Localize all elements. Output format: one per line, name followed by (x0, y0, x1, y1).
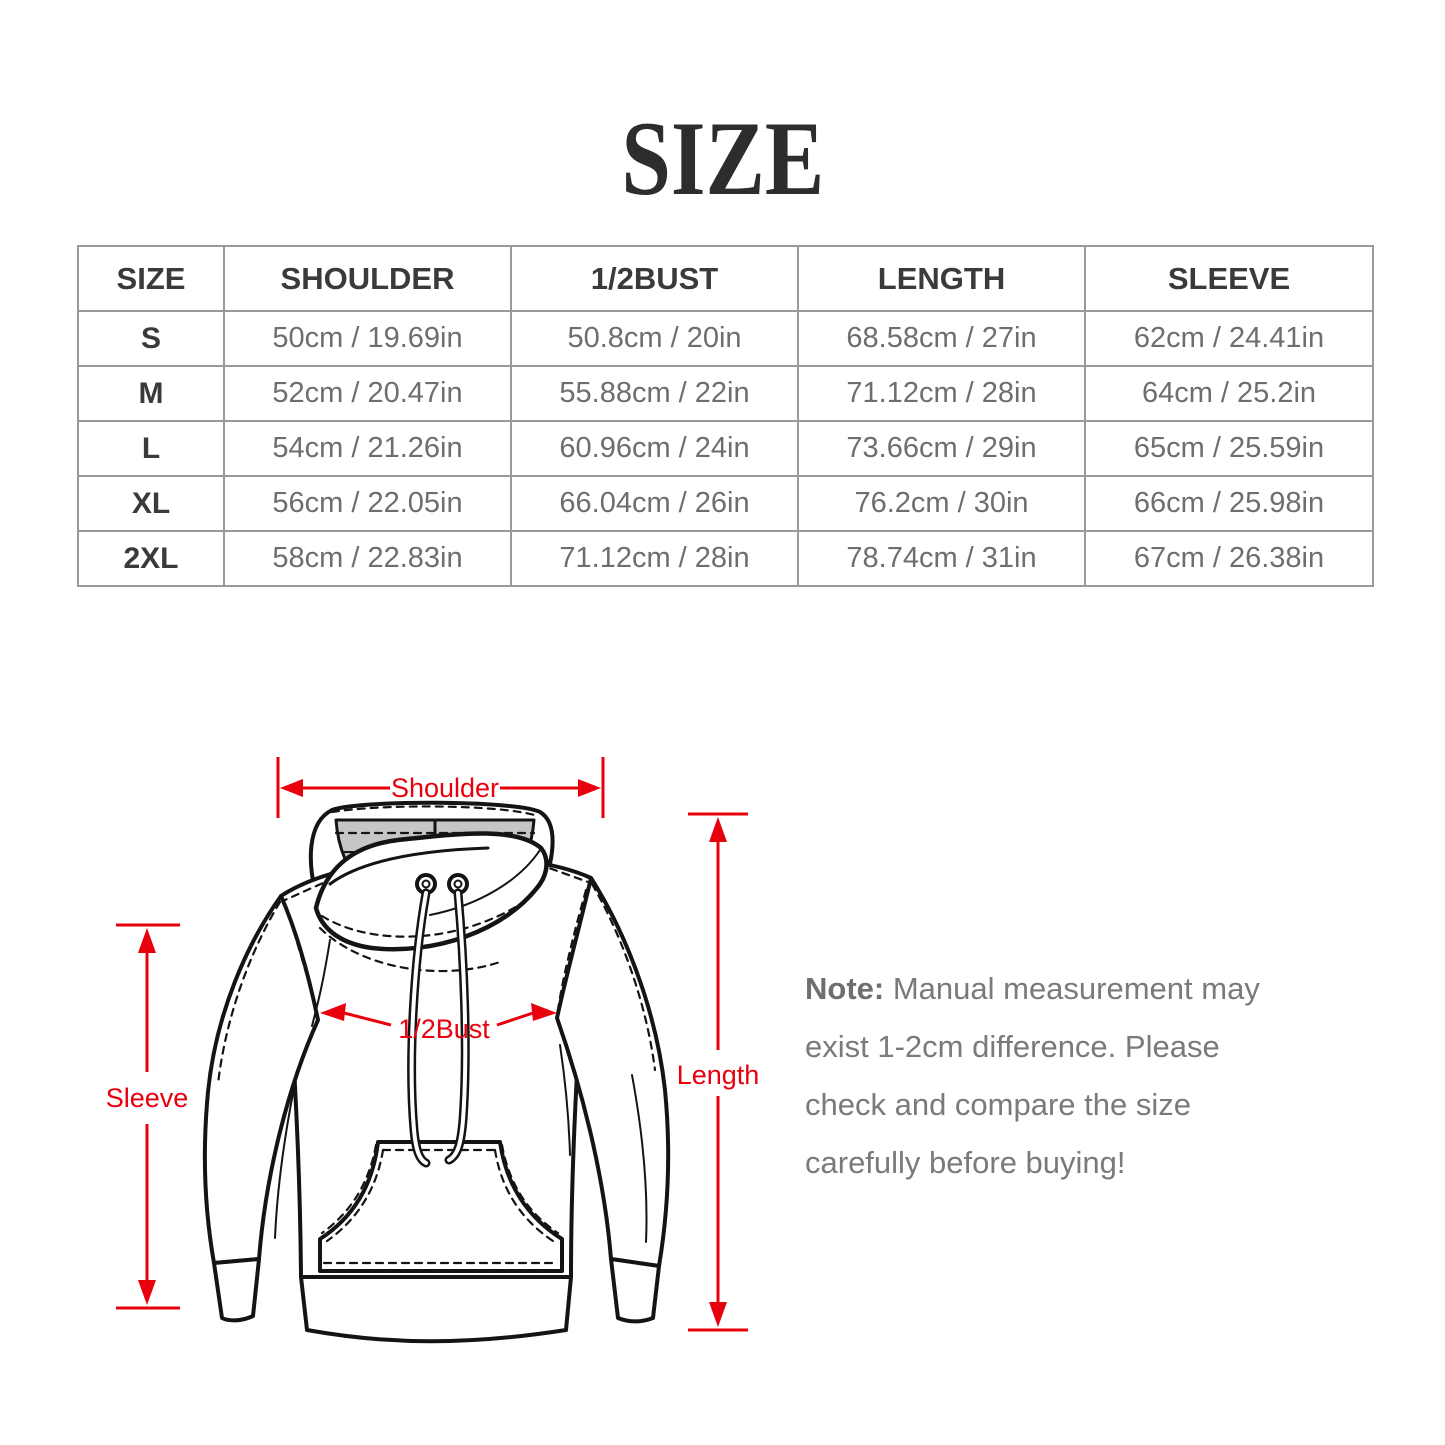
measure-cell: 67cm / 26.38in (1085, 531, 1373, 586)
measure-cell: 64cm / 25.2in (1085, 366, 1373, 421)
measure-cell: 50.8cm / 20in (511, 311, 798, 366)
measure-cell: 54cm / 21.26in (224, 421, 511, 476)
length-dimension (677, 814, 760, 1330)
sleeve-dimension (106, 925, 189, 1308)
measure-cell: 71.12cm / 28in (511, 531, 798, 586)
measure-cell: 66cm / 25.98in (1085, 476, 1373, 531)
size-table-header-row (78, 246, 1373, 311)
header-cell-bust: 1/2BUST (511, 246, 798, 311)
measure-cell: 68.58cm / 27in (798, 311, 1085, 366)
page-title (0, 100, 1445, 217)
table-row-l (78, 421, 1373, 476)
measure-cell: 52cm / 20.47in (224, 366, 511, 421)
page-title-text: SIZE (621, 100, 824, 217)
size-table (77, 245, 1374, 587)
note-line: carefully before buying! (805, 1145, 1126, 1180)
left-cuff (214, 1259, 259, 1320)
header-cell-length: LENGTH (798, 246, 1085, 311)
table-row-s (78, 311, 1373, 366)
measure-cell: 73.66cm / 29in (798, 421, 1085, 476)
header-cell-size: SIZE (78, 246, 224, 311)
note-line (805, 960, 1260, 1018)
measure-cell: 58cm / 22.83in (224, 531, 511, 586)
size-cell: M (78, 366, 224, 421)
hoodie-drawing (205, 803, 668, 1342)
measure-cell: 60.96cm / 24in (511, 421, 798, 476)
measure-cell: 50cm / 19.69in (224, 311, 511, 366)
table-row-m (78, 366, 1373, 421)
measure-cell: 62cm / 24.41in (1085, 311, 1373, 366)
measure-cell: 55.88cm / 22in (511, 366, 798, 421)
note-label: Note: (805, 971, 885, 1006)
header-cell-sleeve: SLEEVE (1085, 246, 1373, 311)
note-line: exist 1-2cm difference. Please (805, 1029, 1220, 1064)
hem-band (301, 1277, 571, 1341)
size-cell: XL (78, 476, 224, 531)
size-cell: L (78, 421, 224, 476)
header-cell-shoulder: SHOULDER (224, 246, 511, 311)
shoulder-dimension-label: Shoulder (390, 773, 500, 803)
measure-cell: 65cm / 25.59in (1085, 421, 1373, 476)
note-text: Manual measurement may (884, 971, 1260, 1006)
measure-cell: 66.04cm / 26in (511, 476, 798, 531)
measure-cell: 76.2cm / 30in (798, 476, 1085, 531)
table-row-2xl (78, 531, 1373, 586)
measure-cell: 56cm / 22.05in (224, 476, 511, 531)
right-cuff (611, 1259, 659, 1321)
size-cell: S (78, 311, 224, 366)
measure-cell: 78.74cm / 31in (798, 531, 1085, 586)
length-dimension-label: Length (676, 1060, 760, 1090)
measure-cell: 71.12cm / 28in (798, 366, 1085, 421)
table-row-xl (78, 476, 1373, 531)
hoodie-measurement-diagram (80, 740, 790, 1360)
note-line: check and compare the size (805, 1087, 1191, 1122)
sleeve-dimension-label: Sleeve (105, 1083, 189, 1113)
hoodie-flat-sketch (80, 740, 790, 1360)
size-cell: 2XL (78, 531, 224, 586)
measurement-note (805, 960, 1260, 1192)
bust-dimension-label: 1/2Bust (398, 1014, 490, 1044)
